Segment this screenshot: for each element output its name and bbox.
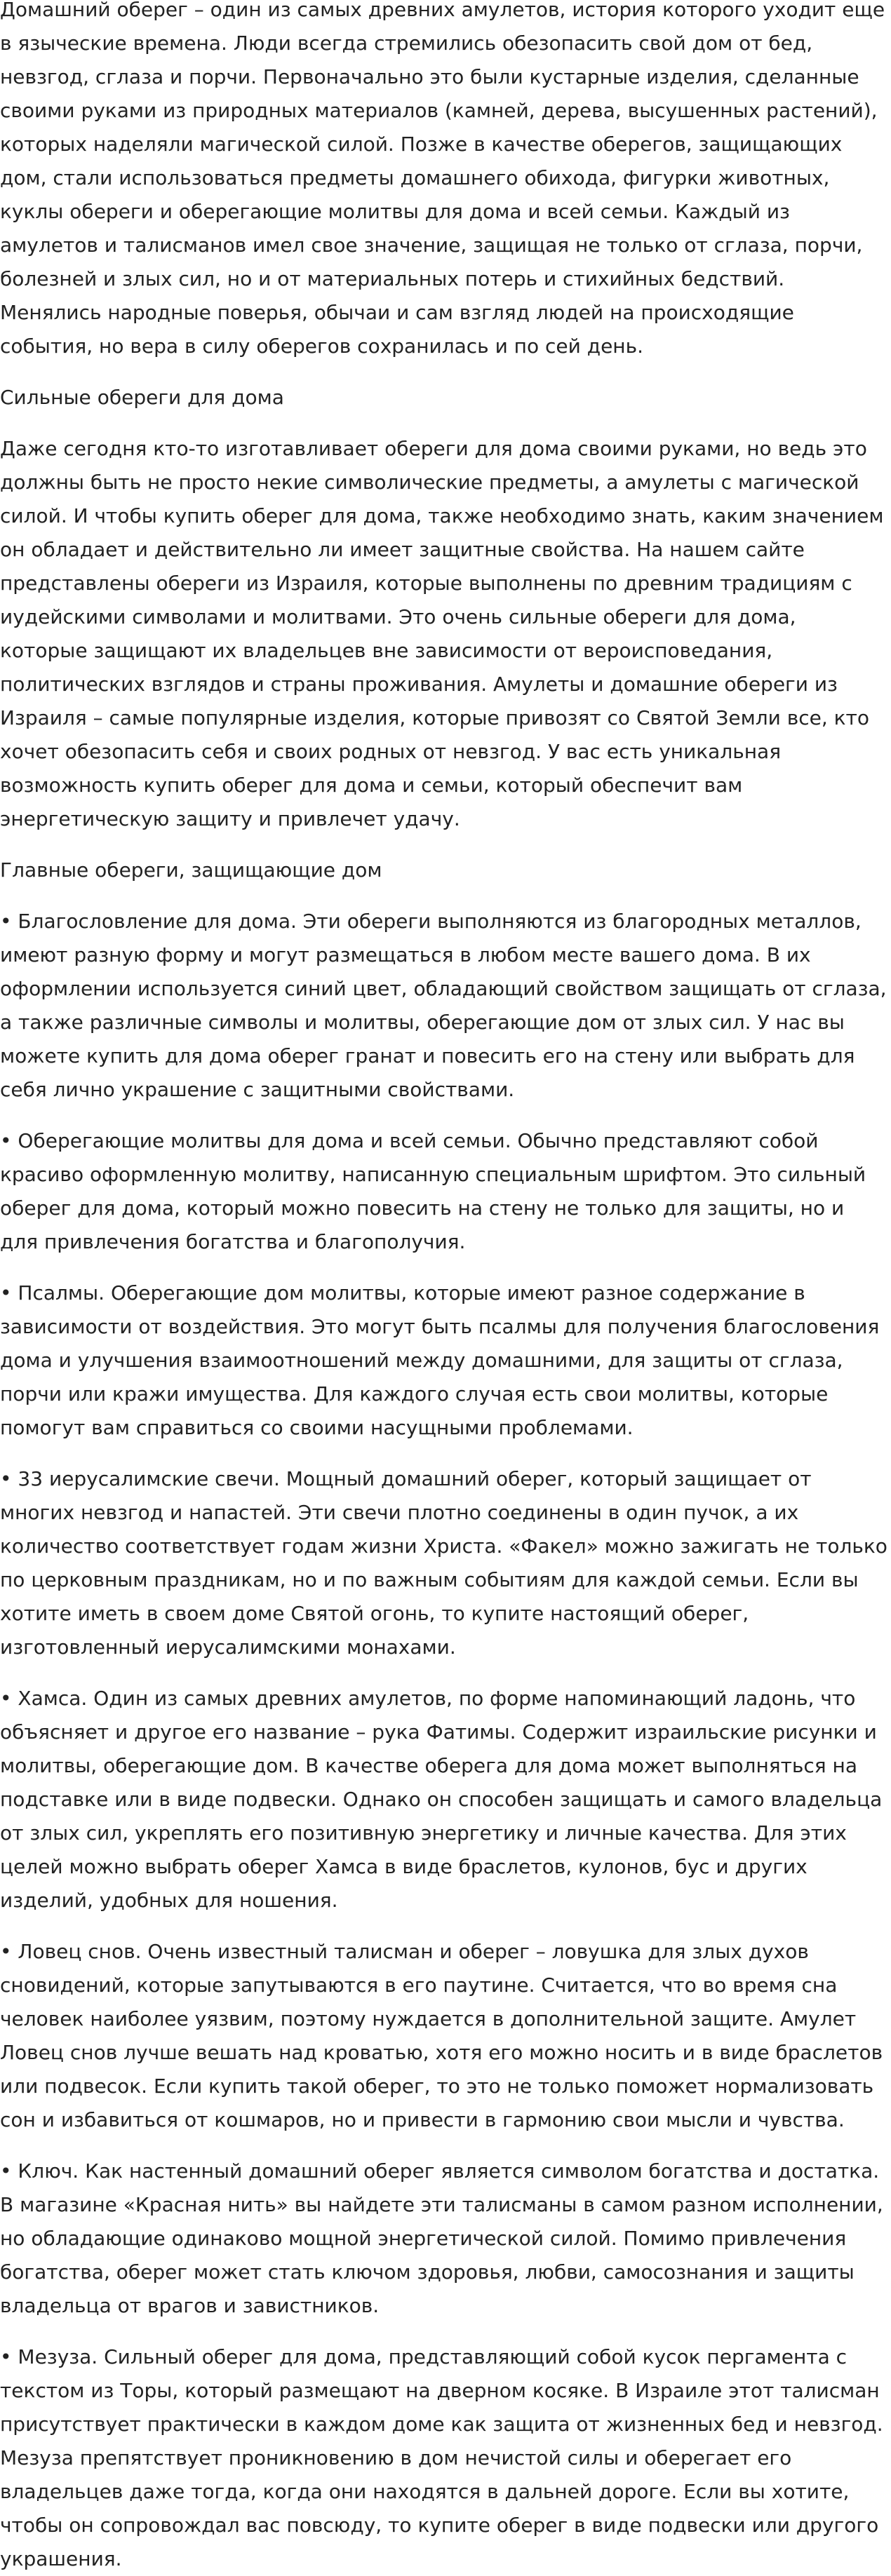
section-paragraph-strong-amulets: Даже сегодня кто-то изготавливает обереги для дома своими руками, но ведь это должны быть не просто некие символические предметы, а амулеты с магической силой. И чтобы купить оберег для дома, также необходимо знать, каким значением он обладает и действительно ли имеет защитные свойства. На нашем сайте представлены обереги из Израиля, которые выполнены по древним традициям с иудейскими символами и молитвами. Это очень сильные обереги для дома, которые защищают их владельцев вне зависимости от вероисповедания, политических взглядов и страны проживания. Амулеты и домашние обереги из Израиля – самые популярные изделия, которые привозят со Святой Земли все, кто хочет обезопасить себя и своих родных от невзгод. У вас есть уникальная возможность купить оберег для дома и семьи, который обеспечит вам энергетическую защиту и привлечет удачу. — [0, 437, 884, 830]
list-item-psalms: • Псалмы. Оберегающие дом молитвы, которые имеют разное содержание в зависимости от воздействия. Это могут быть псалмы для получения благословения дома и улучшения взаимоотношений между домашними, для защиты от сглаза, порчи или кражи имущества. Для каждого случая есть свои молитвы, которые помогут вам справиться со своими насущными проблемами. — [0, 1281, 880, 1439]
list-item-mezuzah: • Мезуза. Сильный оберег для дома, представляющий собой кусок пергамента с текстом из Торы, который размещают на дверном косяке. В Израиле этот талисман присутствует практически в каждом доме как защита от жизненных бед и невзгод. Мезуза препятствует проникновению в дом нечистой силы и оберегает его владельцев даже тогда, когда они находятся в дальней дороге. Если вы хотите, чтобы он сопровождал вас повсюду, то купите оберег в виде подвески или другого украшения. — [0, 2345, 883, 2570]
list-item-blessing: • Благословление для дома. Эти обереги выполняются из благородных металлов, имеют разную форму и могут размещаться в любом месте вашего дома. В их оформлении используется синий цвет, обладающий свойством защищать от сглаза, а также различные символы и молитвы, оберегающие дом от злых сил. У нас вы можете купить для дома оберег гранат и повесить его на стену или выбрать для себя лично украшение с защитными свойствами. — [0, 910, 887, 1101]
list-item-key: • Ключ. Как настенный домашний оберег является символом богатства и достатка. В магазине «Красная нить» вы найдете эти талисманы в самом разном исполнении, но обладающие одинаково мощной энергетической силой. Помимо привлечения богатства, оберег может стать ключом здоровья, любви, самосознания и защиты владельца от врагов и завистников. — [0, 2159, 883, 2317]
list-item-hamsa: • Хамса. Один из самых древних амулетов, по форме напоминающий ладонь, что объясняет и другое его название – рука Фатимы. Содержит израильские рисунки и молитвы, оберегающие дом. В качестве оберега для дома может выполняться на подставке или в виде подвески. Однако он способен защищать и самого владельца от злых сил, укреплять его позитивную энергетику и личные качества. Для этих целей можно выбрать оберег Хамса в виде браслетов, кулонов, бус и других изделий, удобных для ношения. — [0, 1687, 883, 1912]
intro-paragraph: Домашний оберег – один из самых древних амулетов, история которого уходит еще в языческие времена. Люди всегда стремились обезопасить свой дом от бед, невзгод, сглаза и порчи. Первоначально это были кустарные изделия, сделанные своими руками из природных материалов (камней, дерева, высушенных растений), которых наделяли магической силой. Позже в качестве оберегов, защищающих дом, стали использоваться предметы домашнего обихода, фигурки животных, куклы обереги и оберегающие молитвы для дома и всей семьи. Каждый из амулетов и талисманов имел свое значение, защищая не только от сглаза, порчи, болезней и злых сил, но и от материальных потерь и стихийных бедствий. Менялись народные поверья, обычаи и сам взгляд людей на происходящие события, но вера в силу оберегов сохранилась и по сей день. — [0, 0, 885, 358]
list-item-prayers: • Оберегающие молитвы для дома и всей семьи. Обычно представляют собой красиво оформленную молитву, написанную специальным шрифтом. Это сильный оберег для дома, который можно повесить на стену не только для защиты, но и для привлечения богатства и благополучия. — [0, 1129, 866, 1253]
list-item-candles: • 33 иерусалимские свечи. Мощный домашний оберег, который защищает от многих невзгод и напастей. Эти свечи плотно соединены в один пучок, а их количество соответствует годам жизни Христа. «Факел» можно зажигать не только по церковным праздникам, но и по важным событиям для каждой семьи. Если вы хотите иметь в своем доме Святой огонь, то купите настоящий оберег, изготовленный иерусалимскими монахами. — [0, 1467, 887, 1659]
section-heading-strong-amulets: Сильные обереги для дома — [0, 386, 284, 409]
section-heading-main-amulets: Главные обереги, защищающие дом — [0, 858, 382, 882]
list-item-dreamcatcher: • Ловец снов. Очень известный талисман и оберег – ловушка для злых духов сновидений, которые запутываются в его паутине. Считается, что во время сна человек наиболее уязвим, поэтому нуждается в дополнительной защите. Амулет Ловец снов лучше вешать над кроватью, хотя его можно носить и в виде браслетов или подвесок. Если купить такой оберег, то это не только поможет нормализовать сон и избавиться от кошмаров, но и привести в гармонию свои мысли и чувства. — [0, 1940, 883, 2131]
